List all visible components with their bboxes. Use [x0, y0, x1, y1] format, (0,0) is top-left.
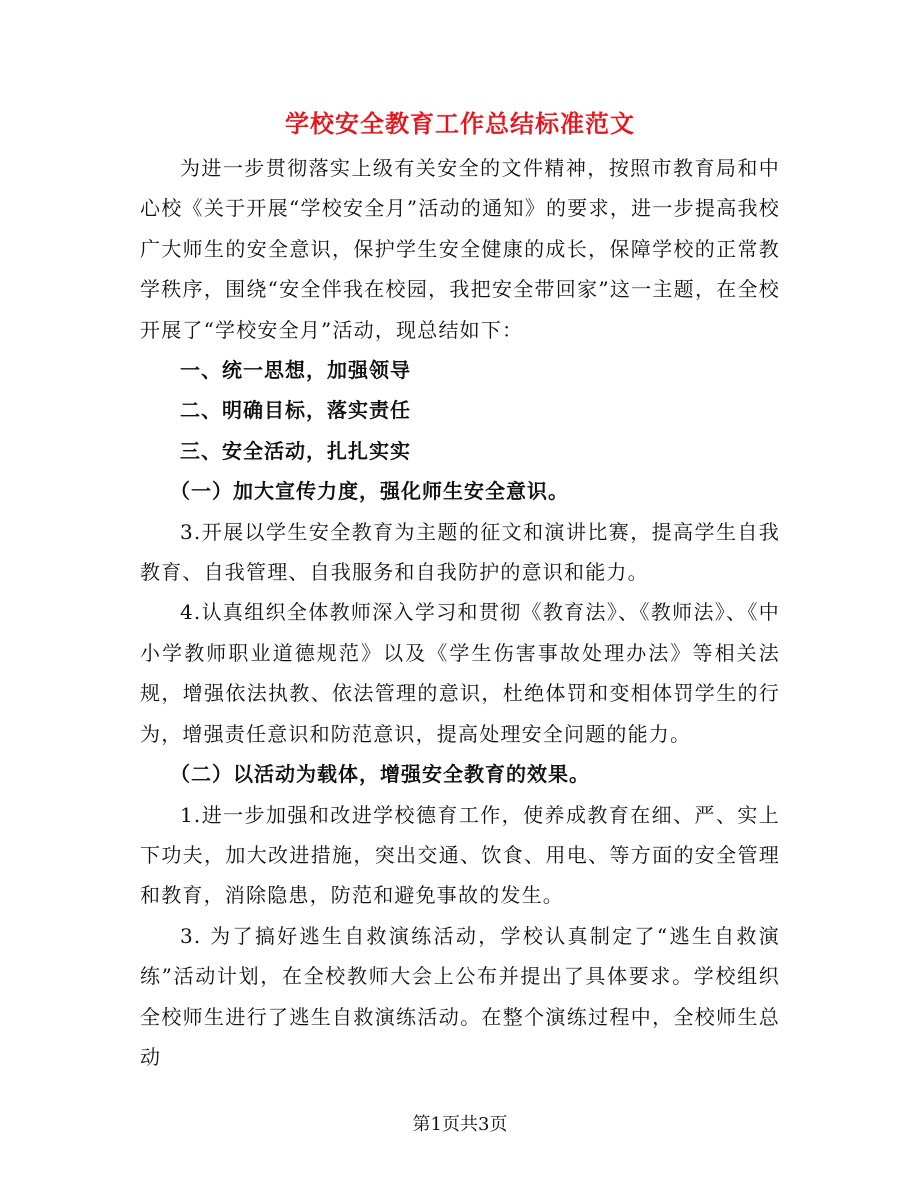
- paragraph-item-3b: 3. 为了搞好逃生自救演练活动，学校认真制定了“逃生自救演练”活动计划，在全校教师大会上公布并提出了具体要求。学校组织全校师生进行了逃生自救演练活动。在整个演练过程中，全校师生总动: [140, 923, 780, 1069]
- subsection-heading-2: （二）以活动为载体，增强安全教育的效果。: [170, 762, 590, 787]
- paragraph-item-3: 3.开展以学生安全教育为主题的征文和演讲比赛，提高学生自我教育、自我管理、自我服务和自我防护的意识和能力。: [140, 519, 780, 585]
- paragraph-item-1b: 1.进一步加强和改进学校德育工作，使养成教育在细、严、实上下功夫，加大改进措施，突出交通、饮食、用电、等方面的安全管理和教育，消除隐患，防范和避免事故的发生。: [140, 802, 780, 908]
- paragraph-item-4: 4.认真组织全体教师深入学习和贯彻《教育法》、《教师法》、《中小学教师职业道德规范》以及《学生伤害事故处理办法》等相关法规，增强依法执教、依法管理的意识，杜绝体罚和变相体罚学生的行为，增强责任意识和防范意识，提高处理安全问题的能力。: [140, 600, 780, 746]
- section-heading-2: 二、明确目标，落实责任: [180, 398, 411, 423]
- page-number-footer: 第1页共3页: [412, 1114, 508, 1135]
- section-heading-1: 一、统一思想，加强领导: [180, 358, 411, 383]
- intro-paragraph: 为进一步贯彻落实上级有关安全的文件精神，按照市教育局和中心校《关于开展“学校安全月”活动的通知》的要求，进一步提高我校广大师生的安全意识，保护学生安全健康的成长，保障学校的正常教学秩序，围绕“安全伴我在校园，我把安全带回家”这一主题，在全校开展了“学校安全月”活动，现总结如下：: [140, 156, 780, 342]
- subsection-heading-1: （一）加大宣传力度，强化师生安全意识。: [170, 479, 569, 504]
- document-title: 学校安全教育工作总结标准范文: [285, 109, 635, 138]
- section-heading-3: 三、安全活动，扎扎实实: [180, 438, 411, 463]
- document-body: [140, 148, 780, 1077]
